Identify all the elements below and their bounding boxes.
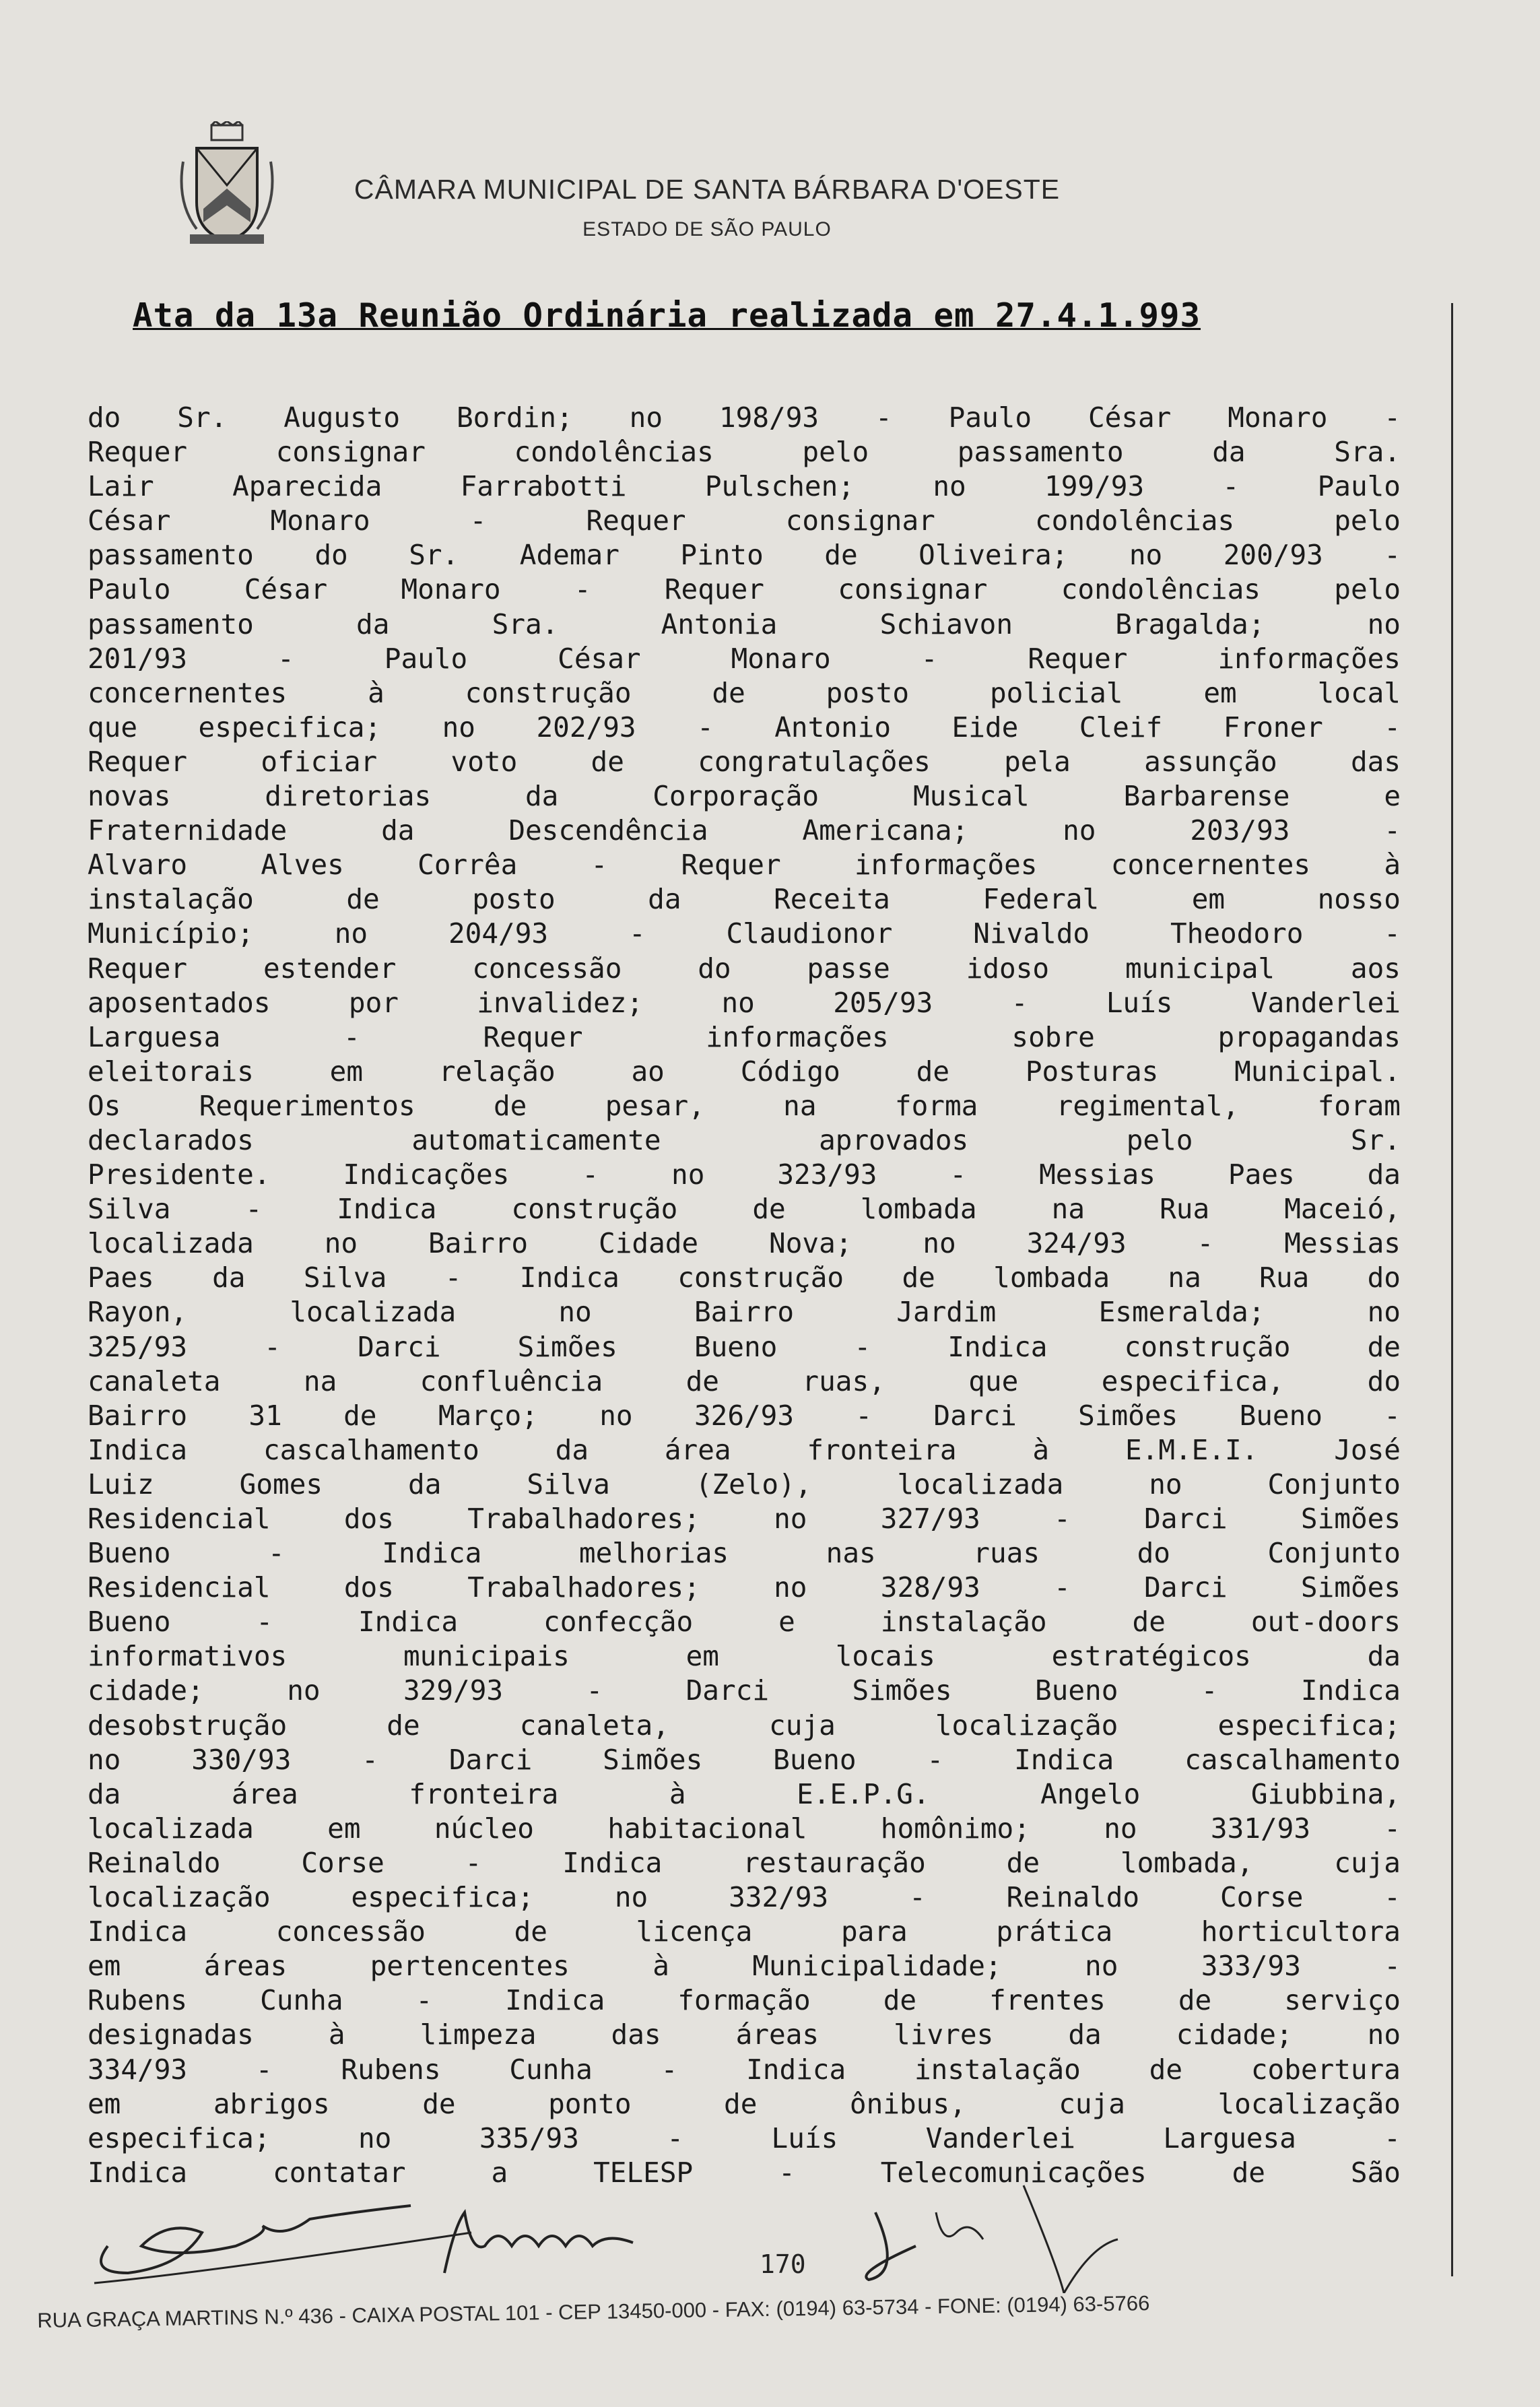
- text-line: do Sr. Augusto Bordin; no 198/93 - Paulo César Monaro -: [88, 401, 1401, 434]
- text-line: Silva - Indica construção de lombada na Rua Maceió,: [88, 1193, 1401, 1226]
- text-line: Indica cascalhamento da área fronteira à E.M.E.I. José: [88, 1433, 1401, 1466]
- text-line: especifica; no 335/93 - Luís Vanderlei Larguesa -: [88, 2121, 1401, 2154]
- text-line: Município; no 204/93 - Claudionor Nivaldo Theodoro -: [88, 917, 1401, 950]
- address-footer: RUA GRAÇA MARTINS N.º 436 - CAIXA POSTAL 101 - CEP 13450-000 - FAX: (0194) 63-5734 - FONE: (0194) 63-5766: [37, 2291, 1150, 2332]
- signatures: [67, 2172, 1212, 2293]
- text-line: informativos municipais em locais estratégicos da: [88, 1640, 1401, 1673]
- text-line: novas diretorias da Corporação Musical Barbarense e: [88, 780, 1401, 813]
- text-line: localização especifica; no 332/93 - Reinaldo Corse -: [88, 1881, 1401, 1914]
- text-line: aposentados por invalidez; no 205/93 - Luís Vanderlei: [88, 986, 1401, 1019]
- text-line: Rubens Cunha - Indica formação de frentes de serviço: [88, 1984, 1401, 2017]
- text-line: Bueno - Indica melhorias nas ruas do Conjunto: [88, 1537, 1401, 1570]
- text-line: designadas à limpeza das áreas livres da cidade; no: [88, 2018, 1401, 2051]
- text-line: Luiz Gomes da Silva (Zelo), localizada no Conjunto: [88, 1468, 1401, 1501]
- text-line: concernentes à construção de posto policial em local: [88, 676, 1401, 709]
- text-line: Rayon, localizada no Bairro Jardim Esmeralda; no: [88, 1296, 1401, 1329]
- text-line: canaleta na confluência de ruas, que especifica, do: [88, 1364, 1401, 1397]
- institution-state: ESTADO DE SÃO PAULO: [582, 218, 832, 240]
- text-line: Larguesa - Requer informações sobre propagandas: [88, 1020, 1401, 1053]
- text-line: instalação de posto da Receita Federal em nosso: [88, 883, 1401, 916]
- text-line: Paes da Silva - Indica construção de lombada na Rua do: [88, 1261, 1401, 1294]
- text-line: passamento do Sr. Ademar Pinto de Oliveira; no 200/93 -: [88, 539, 1401, 572]
- document-title: Ata da 13a Reunião Ordinária realizada em 27.4.1.993: [133, 296, 1201, 335]
- text-line: Alvaro Alves Corrêa - Requer informações concernentes à: [88, 849, 1401, 882]
- text-line: 201/93 - Paulo César Monaro - Requer informações: [88, 642, 1401, 675]
- text-line: no 330/93 - Darci Simões Bueno - Indica cascalhamento: [88, 1743, 1401, 1776]
- text-line: eleitorais em relação ao Código de Posturas Municipal.: [88, 1055, 1401, 1088]
- text-line: Residencial dos Trabalhadores; no 327/93 - Darci Simões: [88, 1503, 1401, 1535]
- margin-rule: [1451, 303, 1453, 2276]
- text-line: César Monaro - Requer consignar condolências pelo: [88, 504, 1401, 537]
- text-line: localizada em núcleo habitacional homônimo; no 331/93 -: [88, 1812, 1401, 1845]
- text-line: declarados automaticamente aprovados pelo Sr.: [88, 1123, 1401, 1156]
- text-line: Bairro 31 de Março; no 326/93 - Darci Simões Bueno -: [88, 1399, 1401, 1432]
- text-line: Paulo César Monaro - Requer consignar condolências pelo: [88, 573, 1401, 606]
- text-line: Presidente. Indicações - no 323/93 - Messias Paes da: [88, 1158, 1401, 1191]
- text-line: que especifica; no 202/93 - Antonio Eide Cleif Froner -: [88, 711, 1401, 744]
- text-line: Os Requerimentos de pesar, na forma regimental, foram: [88, 1089, 1401, 1122]
- text-line: Bueno - Indica confecção e instalação de out-doors: [88, 1606, 1401, 1639]
- text-line: 325/93 - Darci Simões Bueno - Indica construção de: [88, 1330, 1401, 1363]
- text-line: Reinaldo Corse - Indica restauração de lombada, cuja: [88, 1846, 1401, 1879]
- text-line: da área fronteira à E.E.P.G. Angelo Giubbina,: [88, 1777, 1401, 1810]
- text-line: em abrigos de ponto de ônibus, cuja localização: [88, 2087, 1401, 2120]
- text-line: Indica contatar a TELESP - Telecomunicações de São: [88, 2156, 1401, 2189]
- text-line: passamento da Sra. Antonia Schiavon Bragalda; no: [88, 607, 1401, 640]
- text-line: Indica concessão de licença para prática horticultora: [88, 1915, 1401, 1948]
- text-line: 334/93 - Rubens Cunha - Indica instalação de cobertura: [88, 2053, 1401, 2086]
- text-line: em áreas pertencentes à Municipalidade; no 333/93 -: [88, 1950, 1401, 1983]
- text-line: desobstrução de canaleta, cuja localização especifica;: [88, 1709, 1401, 1742]
- coat-of-arms-icon: [176, 121, 277, 249]
- text-line: Requer consignar condolências pelo passamento da Sra.: [88, 436, 1401, 469]
- page-number: 170: [760, 2249, 806, 2279]
- text-line: Residencial dos Trabalhadores; no 328/93 - Darci Simões: [88, 1571, 1401, 1604]
- text-line: Fraternidade da Descendência Americana; no 203/93 -: [88, 814, 1401, 847]
- text-line: Lair Aparecida Farrabotti Pulschen; no 199/93 - Paulo: [88, 470, 1401, 503]
- text-line: Requer estender concessão do passe idoso municipal aos: [88, 952, 1401, 985]
- text-line: Requer oficiar voto de congratulações pela assunção das: [88, 745, 1401, 778]
- text-line: localizada no Bairro Cidade Nova; no 324/93 - Messias: [88, 1227, 1401, 1260]
- minutes-text: [88, 401, 1401, 2190]
- text-line: cidade; no 329/93 - Darci Simões Bueno - Indica: [88, 1674, 1401, 1707]
- institution-name: CÂMARA MUNICIPAL DE SANTA BÁRBARA D'OESTE: [354, 174, 1061, 205]
